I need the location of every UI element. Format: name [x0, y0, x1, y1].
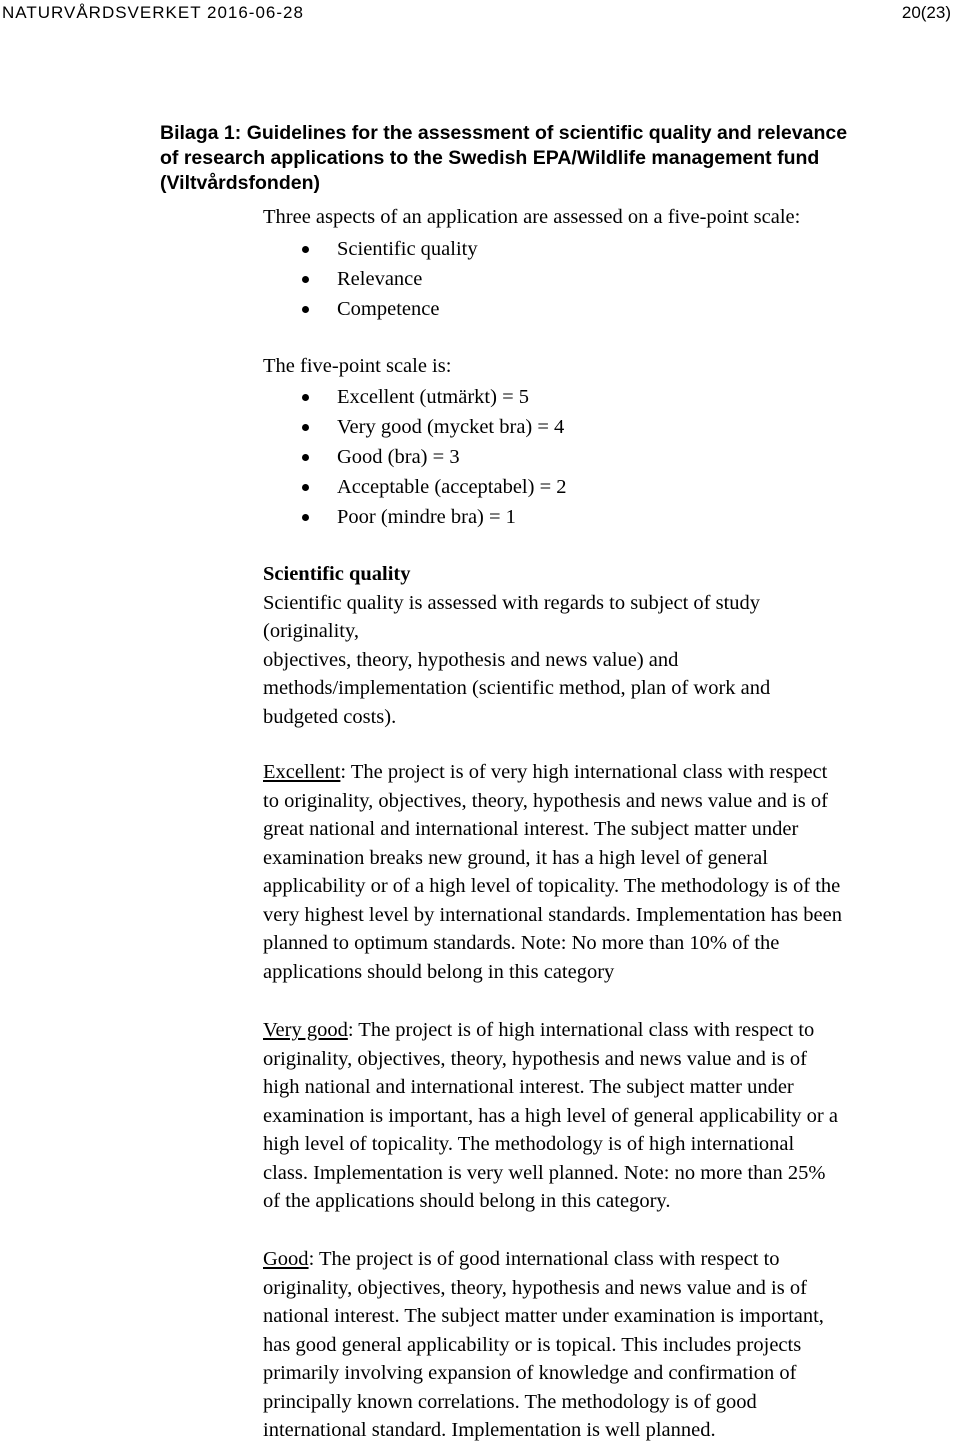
scale-item: Very good (mycket bra) = 4: [337, 416, 565, 438]
paragraph-line: class. Implementation is very well planned. Note: no more than 25%: [263, 1161, 826, 1184]
paragraph-line: Scientific quality is assessed with regards to subject of study: [263, 591, 761, 614]
paragraph-line: originality, objectives, theory, hypothesis and news value and is of: [263, 1276, 807, 1299]
paragraph-line: national interest. The subject matter under examination is important,: [263, 1305, 824, 1327]
paragraph-line: high national and international interest. The subject matter under: [263, 1076, 794, 1098]
bullet-icon: [302, 514, 309, 521]
paragraph-line: great national and international interest. The subject matter under: [263, 818, 799, 840]
title-line: (Viltvårdsfonden): [160, 172, 320, 194]
paragraph-line: examination is important, has a high level of general applicability or a: [263, 1104, 838, 1127]
paragraph-line: has good general applicability or is topical. This includes projects: [263, 1333, 802, 1356]
paragraph-line-rest: : The project is of good international class with respect to: [308, 1248, 780, 1270]
scale-intro: The five-point scale is:: [263, 355, 452, 377]
term-excellent: Excellent: [263, 761, 341, 783]
paragraph-line: (originality,: [263, 620, 360, 642]
paragraph-line: international standard. Implementation is well planned.: [263, 1419, 716, 1441]
title-line: Bilaga 1: Guidelines for the assessment of scientific quality and relevance: [160, 122, 848, 144]
paragraph-line: primarily involving expansion of knowledge and confirmation of: [263, 1362, 797, 1384]
paragraph-line: to originality, objectives, theory, hypothesis and news value and is of: [263, 789, 828, 812]
term-very-good: Very good: [263, 1019, 348, 1041]
title-line: of research applications to the Swedish EPA/Wildlife management fund: [160, 147, 820, 169]
paragraph-line: planned to optimum standards. Note: No more than 10% of the: [263, 932, 780, 954]
paragraph-line: originality, objectives, theory, hypothesis and news value and is of: [263, 1047, 807, 1070]
bullet-icon: [302, 484, 309, 491]
scale-item: Excellent (utmärkt) = 5: [337, 386, 530, 408]
term-good: Good: [263, 1248, 309, 1270]
aspect-item: Relevance: [337, 268, 423, 290]
scientific-quality-section: [263, 560, 958, 731]
paragraph-line: methods/implementation (scientific method, plan of work and: [263, 677, 771, 699]
excellent-paragraph: [263, 758, 958, 986]
paragraph-line: of the applications should belong in this category.: [263, 1190, 671, 1212]
paragraph-line: applications should belong in this category: [263, 960, 615, 983]
section-heading: Scientific quality: [263, 563, 411, 585]
paragraph-line: applicability or of a high level of topicality. The methodology is of the: [263, 875, 841, 897]
good-paragraph: [263, 1245, 958, 1445]
aspect-item: Competence: [337, 298, 440, 320]
bullet-icon: [302, 306, 309, 313]
bullet-icon: [302, 276, 309, 283]
bullet-icon: [302, 394, 309, 401]
paragraph-first-line: [263, 758, 958, 787]
paragraph-line-rest: : The project is of high international class with respect to: [347, 1019, 815, 1041]
very-good-paragraph: [263, 1016, 958, 1216]
scale-item: Good (bra) = 3: [337, 446, 460, 468]
aspects-intro: Three aspects of an application are assessed on a five-point scale:: [263, 206, 801, 228]
paragraph-line: budgeted costs).: [263, 705, 397, 728]
page-number: 20(23): [901, 3, 951, 22]
scale-item: Acceptable (acceptabel) = 2: [337, 476, 567, 498]
paragraph-line: high level of topicality. The methodology is of high international: [263, 1133, 795, 1155]
document-title: [160, 121, 950, 196]
paragraph-first-line: [263, 1245, 958, 1274]
paragraph-line: examination breaks new ground, it has a high level of general: [263, 846, 768, 869]
paragraph-line-rest: : The project is of very high international class with respect: [340, 761, 828, 783]
paragraph-first-line: [263, 1016, 958, 1045]
document-header-agency-date: NATURVÅRDSVERKET 2016-06-28: [2, 3, 304, 22]
paragraph-line: objectives, theory, hypothesis and news value) and: [263, 648, 679, 671]
bullet-icon: [302, 424, 309, 431]
bullet-icon: [302, 454, 309, 461]
scale-item: Poor (mindre bra) = 1: [337, 506, 516, 528]
paragraph-line: very highest level by international standards. Implementation has been: [263, 903, 842, 926]
aspect-item: Scientific quality: [337, 238, 478, 260]
paragraph-line: principally known correlations. The methodology is of good: [263, 1390, 757, 1413]
bullet-icon: [302, 246, 309, 253]
